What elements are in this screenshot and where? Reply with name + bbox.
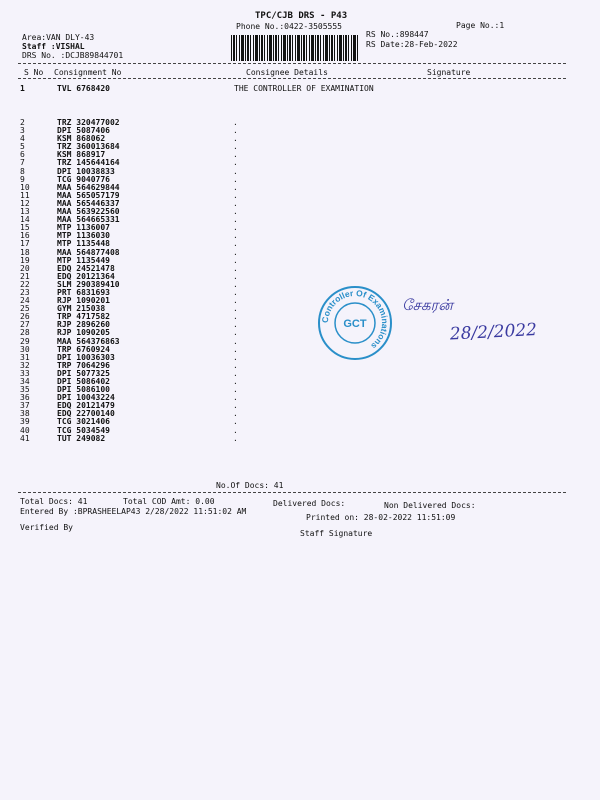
row-sno: 34 (20, 377, 30, 386)
row-marker: . (233, 166, 238, 176)
table-row (20, 265, 250, 273)
row-marker: . (233, 182, 238, 192)
row-marker: . (233, 231, 238, 241)
row-sno: 32 (20, 360, 30, 370)
row-consignment: TUT 249082 (57, 433, 106, 443)
row-consignment: DPI 5077325 (57, 368, 110, 378)
row-consignment: TRP 4717582 (57, 312, 110, 322)
row-marker: . (233, 425, 238, 435)
row-consignment: DPI 10038833 (57, 166, 115, 176)
row-sno: 27 (20, 320, 30, 330)
row-marker: . (233, 409, 238, 419)
row-sno: 22 (20, 279, 30, 289)
table-row (20, 378, 250, 386)
row-sno: 12 (20, 198, 30, 208)
verified-by: Verified By (20, 523, 73, 532)
row-consignee: THE CONTROLLER OF EXAMINATION (234, 84, 374, 93)
row-consignment: PRT 6831693 (57, 287, 110, 297)
row-consignment: MAA 565057179 (57, 190, 120, 200)
table-row (20, 135, 250, 143)
row-marker: . (233, 174, 238, 184)
row-marker: . (233, 312, 238, 322)
barcode (231, 35, 359, 61)
table-row (20, 257, 250, 265)
row-sno: 3 (20, 126, 25, 136)
row-marker: . (233, 158, 238, 168)
table-row (20, 224, 250, 232)
table-row (20, 410, 250, 418)
row-consignment: TCG 9040776 (57, 174, 110, 184)
row-marker: . (233, 328, 238, 338)
row-sno: 33 (20, 368, 30, 378)
table-row (20, 289, 250, 297)
row-sno: 16 (20, 231, 30, 241)
header-rule (18, 63, 566, 64)
row-sno: 14 (20, 215, 30, 225)
row-consignment: EDQ 22700140 (57, 409, 115, 419)
phone-number: Phone No.:0422-3505555 (236, 22, 342, 31)
row-sno: 26 (20, 312, 30, 322)
row-sno: 41 (20, 433, 30, 443)
row-sno: 8 (20, 166, 25, 176)
row-sno: 7 (20, 158, 25, 168)
row-consignment: MTP 1136007 (57, 223, 110, 233)
row-sno: 31 (20, 352, 30, 362)
table-row (20, 143, 250, 151)
row-consignment: MTP 1135448 (57, 239, 110, 249)
row-consignment: KSM 868917 (57, 150, 106, 160)
row-sno: 10 (20, 182, 30, 192)
staff-signature: Staff Signature (300, 529, 373, 538)
row-marker: . (233, 134, 238, 144)
drs-number: DRS No. :DCJB89844701 (22, 51, 124, 60)
col-signature: Signature (427, 68, 471, 77)
row-sno: 20 (20, 263, 30, 273)
row-sno: 11 (20, 190, 30, 200)
row-consignment: DPI 5086100 (57, 385, 110, 395)
row-marker: . (233, 344, 238, 354)
col-sno: S No (24, 68, 44, 77)
row-sno: 1 (20, 84, 25, 93)
row-consignment: MTP 1136030 (57, 231, 110, 241)
row-sno: 9 (20, 174, 25, 184)
table-row (20, 305, 250, 313)
table-row (20, 151, 250, 159)
row-consignment: TCG 3021406 (57, 417, 110, 427)
row-marker: . (233, 271, 238, 281)
table-row (20, 249, 250, 257)
row-sno: 37 (20, 401, 30, 411)
row-consignment: TRP 6760924 (57, 344, 110, 354)
row-sno: 6 (20, 150, 25, 160)
row-sno: 18 (20, 247, 30, 257)
row-marker: . (233, 126, 238, 136)
table-row (20, 281, 250, 289)
row-consignment: EDQ 20121479 (57, 401, 115, 411)
row-consignment: TVL 6768420 (57, 84, 110, 93)
row-marker: . (233, 360, 238, 370)
row-consignment: MAA 564376863 (57, 336, 120, 346)
row-consignment: RJP 2896260 (57, 320, 110, 330)
row-marker: . (233, 207, 238, 217)
row-marker: . (233, 304, 238, 314)
table-row (20, 119, 250, 127)
doc-title: TPC/CJB DRS - P43 (255, 11, 348, 21)
table-row (20, 394, 250, 402)
row-marker: . (233, 433, 238, 443)
row-marker: . (233, 336, 238, 346)
row-consignment: MAA 564877408 (57, 247, 120, 257)
rs-number: RS No.:898447 (366, 30, 429, 39)
row-marker: . (233, 296, 238, 306)
table-row (20, 232, 250, 240)
table-row (20, 402, 250, 410)
row-sno: 40 (20, 425, 30, 435)
table-row (20, 168, 250, 176)
row-sno: 24 (20, 296, 30, 306)
row-consignment: TRZ 145644164 (57, 158, 120, 168)
area-label: Area:VAN DLY-43 (22, 33, 95, 42)
row-sno: 2 (20, 118, 25, 127)
stamp-center-text: GCT (343, 318, 367, 330)
row-marker: . (233, 142, 238, 152)
row-consignment: DPI 5087406 (57, 126, 110, 136)
row-marker: . (233, 377, 238, 386)
controller-stamp (316, 284, 394, 362)
row-sno: 30 (20, 344, 30, 354)
handwritten-name: சேகரன் (402, 296, 453, 314)
row-sno: 25 (20, 304, 30, 314)
row-sno: 23 (20, 287, 30, 297)
row-consignment: MTP 1135449 (57, 255, 110, 265)
row-marker: . (233, 401, 238, 411)
row-sno: 21 (20, 271, 30, 281)
table-row (20, 370, 250, 378)
row-marker: . (233, 368, 238, 378)
staff-label: Staff :VISHAL (22, 42, 85, 51)
row-marker: . (233, 118, 238, 127)
row-consignment: EDQ 24521478 (57, 263, 115, 273)
row-marker: . (233, 320, 238, 330)
row-sno: 36 (20, 393, 30, 403)
row-marker: . (233, 279, 238, 289)
table-row (20, 200, 250, 208)
row-marker: . (233, 287, 238, 297)
row-consignment: SLM 290389410 (57, 279, 120, 289)
footer-rule (18, 492, 566, 493)
row-sno: 15 (20, 223, 30, 233)
table-row (20, 427, 250, 435)
row-marker: . (233, 239, 238, 249)
row-sno: 38 (20, 409, 30, 419)
table-row (20, 208, 250, 216)
table-row (20, 216, 250, 224)
row-sno: 29 (20, 336, 30, 346)
row-sno: 4 (20, 134, 25, 144)
row-consignment: TRZ 360013684 (57, 142, 120, 152)
printed-on: Printed on: 28-02-2022 11:51:09 (306, 513, 456, 522)
row-marker: . (233, 417, 238, 427)
row-marker: . (233, 263, 238, 273)
table-row (20, 176, 250, 184)
row-sno: 28 (20, 328, 30, 338)
table-row (20, 184, 250, 192)
table-row (20, 418, 250, 426)
non-delivered-docs: Non Delivered Docs: (384, 501, 476, 510)
total-docs: Total Docs: 41 (20, 497, 88, 506)
row-consignment: MAA 564665331 (57, 215, 120, 225)
row-marker: . (233, 385, 238, 395)
col-consignee: Consignee Details (246, 68, 328, 77)
stamp-ring-text: Controller Of Examinations (319, 287, 391, 352)
row-consignment: GYM 215038 (57, 304, 106, 314)
table-row (20, 329, 250, 337)
no-of-docs: No.Of Docs: 41 (216, 481, 284, 490)
table-row (20, 346, 250, 354)
row-consignment: DPI 10043224 (57, 393, 115, 403)
row-consignment: DPI 10036303 (57, 352, 115, 362)
row-marker: . (233, 247, 238, 257)
row-marker: . (233, 150, 238, 160)
table-row (20, 313, 250, 321)
row-sno: 5 (20, 142, 25, 152)
consignment-list (20, 119, 250, 443)
table-row (20, 354, 250, 362)
delivered-docs: Delivered Docs: (273, 499, 346, 508)
row-consignment: TCG 5034549 (57, 425, 110, 435)
row-marker: . (233, 190, 238, 200)
row-consignment: DPI 5086402 (57, 377, 110, 386)
handwritten-date: 28/2/2022 (449, 319, 538, 345)
row-marker: . (233, 352, 238, 362)
rs-date: RS Date:28-Feb-2022 (366, 40, 458, 49)
table-row (20, 297, 250, 305)
table-row (20, 321, 250, 329)
row-consignment: TRP 7064296 (57, 360, 110, 370)
table-row (20, 192, 250, 200)
row-sno: 13 (20, 207, 30, 217)
table-row (20, 159, 250, 167)
row-consignment: MAA 565446337 (57, 198, 120, 208)
row-sno: 17 (20, 239, 30, 249)
row-consignment: RJP 1090205 (57, 328, 110, 338)
row-marker: . (233, 223, 238, 233)
table-row (20, 338, 250, 346)
row-marker: . (233, 255, 238, 265)
handwritten-signature (398, 290, 568, 350)
row-consignment: KSM 868062 (57, 134, 106, 144)
row-sno: 19 (20, 255, 30, 265)
entered-by: Entered By :BPRASHEELAP43 2/28/2022 11:51:02 AM (20, 507, 247, 516)
row-marker: . (233, 198, 238, 208)
table-row (20, 273, 250, 281)
total-cod: Total COD Amt: 0.00 (123, 497, 215, 506)
table-row (20, 435, 250, 443)
page-number: Page No.:1 (456, 21, 505, 30)
row-consignment: MAA 563922560 (57, 207, 120, 217)
table-row (20, 386, 250, 394)
row-marker: . (233, 215, 238, 225)
row-sno: 35 (20, 385, 30, 395)
table-row (20, 127, 250, 135)
col-consignment: Consignment No (54, 68, 122, 77)
row-consignment: RJP 1090201 (57, 296, 110, 306)
table-row (20, 240, 250, 248)
table-row (20, 362, 250, 370)
row-consignment: MAA 564629844 (57, 182, 120, 192)
row-consignment: TRZ 320477002 (57, 118, 120, 127)
row-marker: . (233, 393, 238, 403)
column-rule (18, 78, 566, 79)
row-consignment: EDQ 20121364 (57, 271, 115, 281)
row-sno: 39 (20, 417, 30, 427)
